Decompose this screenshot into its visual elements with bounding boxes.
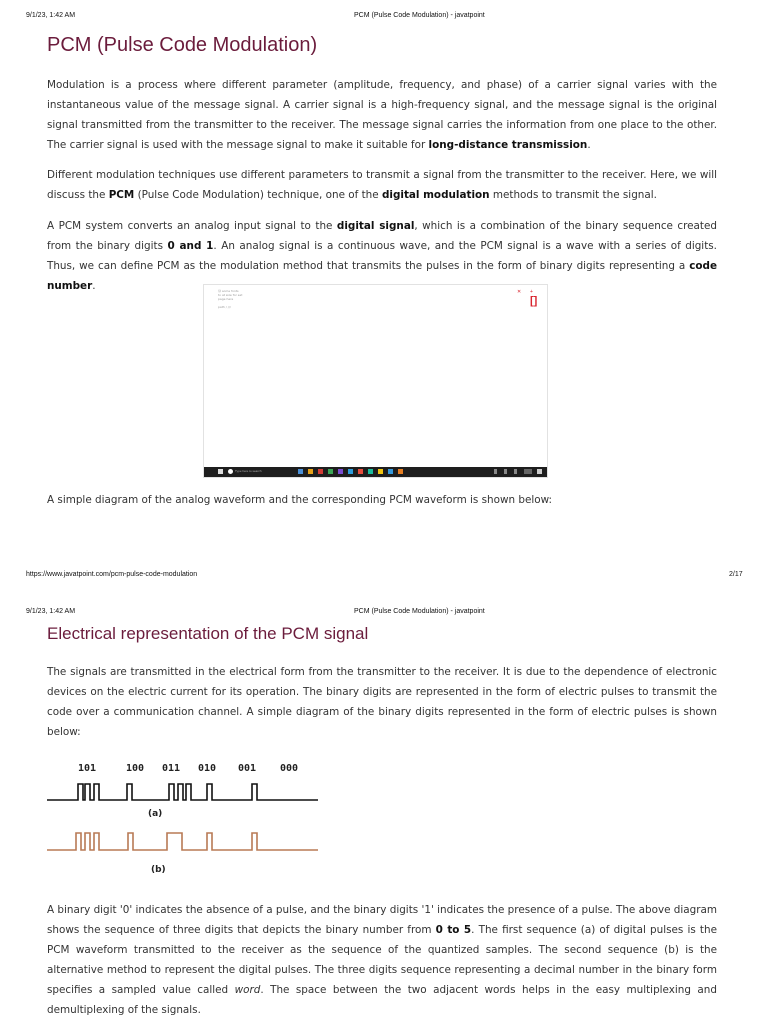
section-title: Electrical representation of the PCM signal — [47, 624, 369, 643]
taskbar-app-icon — [378, 469, 383, 474]
taskbar-app-icon — [308, 469, 313, 474]
paragraph-pcm-system: A PCM system converts an analog input signal to the digital signal, which is a combination of the binary sequence created from the binary digits 0 and 1. An analog signal is a continuous wave, and the PCM signal is a wave with a series of digits. Thus, we can define PCM as the modulation method that transmits the pulses in the form of binary digits representing a code number. — [47, 220, 717, 292]
screenshot-close-icon: ✕ — [517, 289, 522, 295]
pulse-waveform-a — [47, 784, 318, 800]
taskbar-app-icon — [388, 469, 393, 474]
code-label: 011 — [162, 763, 181, 774]
pulse-waveform-b — [47, 833, 318, 850]
screenshot-text-line: to at size for set — [218, 293, 243, 297]
print-title-header: PCM (Pulse Code Modulation) - javatpoint — [354, 12, 485, 19]
code-label: 001 — [238, 763, 257, 774]
taskbar-app-icon — [338, 469, 343, 474]
screenshot-text-line: page here — [218, 297, 234, 301]
screenshot-taskbar — [204, 467, 547, 477]
code-label: 000 — [280, 763, 299, 774]
paragraph-binary-digits: A binary digit '0' indicates the absence of a pulse, and the binary digits '1' indicates the presence of a pulse. The above diagram shows the sequence of three digits that depicts the binary number from 0 to 5. The first sequence (a) of digital pulses is the PCM waveform transmitted to the receiver as the sequence of the quantized samples. The second sequence (b) is the alternative method to represent the digital pulses. The three digits sequence representing a decimal number in the binary form specifies a sampled value called word. The space between the two adjacent words helps in the easy multiplexing and demultiplexing of the signals. — [47, 904, 717, 1016]
print-page-number: 2/17 — [729, 571, 743, 578]
paragraph-electrical-form: The signals are transmitted in the electrical form from the transmitter to the receiver. It is due to the dependence of electronic devices on the electric current for its operation. The binary digits are represented in the form of electric pulses to transmit the code over a communication channel. A simple diagram of the binary digits represented in the form of electric pulses is shown below: — [47, 666, 717, 738]
taskbar-tray-icon — [504, 469, 507, 474]
taskbar-search-box: Type here to search — [235, 469, 262, 473]
binary-code-labels — [78, 763, 298, 774]
screenshot-text-line: Ⓜ some fonts — [218, 289, 239, 293]
sequence-label-b: (b) — [151, 865, 166, 875]
taskbar-search-icon — [228, 469, 233, 474]
taskbar-app-icon — [328, 469, 333, 474]
taskbar-app-icon — [348, 469, 353, 474]
taskbar-app-icon — [368, 469, 373, 474]
screenshot-add-icon: + — [530, 289, 533, 295]
print-date-header: 9/1/23, 1:42 AM — [26, 608, 76, 615]
taskbar-app-icon — [358, 469, 363, 474]
embedded-screenshot — [203, 284, 548, 478]
taskbar-app-icon — [298, 469, 303, 474]
paragraph-modulation: Modulation is a process where different parameter (amplitude, frequency, and phase) of a carrier signal varies with the instantaneous value of the message signal. A carrier signal is a high-frequency signal, and the message signal is the original signal transmitted from the transmitter to the receiver. The message signal carries the information from one place to the other. The carrier signal is used with the message signal to make it suitable for long-distance transmission. — [47, 79, 717, 151]
notification-icon — [537, 469, 542, 474]
code-label: 101 — [78, 763, 97, 774]
paragraph-techniques: Different modulation techniques use different parameters to transmit a signal from the transmitter to the receiver. Here, we will discuss the PCM (Pulse Code Modulation) technique, one of the digital modulation methods to transmit the signal. — [47, 169, 717, 201]
code-label: 010 — [198, 763, 217, 774]
page-title: PCM (Pulse Code Modulation) — [47, 34, 318, 56]
taskbar-tray-icon — [494, 469, 497, 474]
print-url-footer: https://www.javatpoint.com/pcm-pulse-code-modulation — [26, 571, 198, 578]
code-label: 100 — [126, 763, 145, 774]
pcm-pulse-diagram — [45, 758, 325, 878]
print-date-header: 9/1/23, 1:42 AM — [26, 12, 76, 19]
screenshot-text-line: path / /// — [218, 305, 231, 309]
taskbar-tray-icon — [514, 469, 517, 474]
taskbar-clock — [524, 469, 532, 474]
screenshot-bracket-icon: [] — [530, 295, 538, 307]
windows-start-icon — [218, 469, 223, 474]
print-title-header: PCM (Pulse Code Modulation) - javatpoint — [354, 608, 485, 615]
paragraph-diagram-intro: A simple diagram of the analog waveform and the corresponding PCM waveform is shown below: — [47, 494, 553, 506]
taskbar-app-icon — [318, 469, 323, 474]
sequence-label-a: (a) — [148, 809, 163, 819]
taskbar-app-icon — [398, 469, 403, 474]
